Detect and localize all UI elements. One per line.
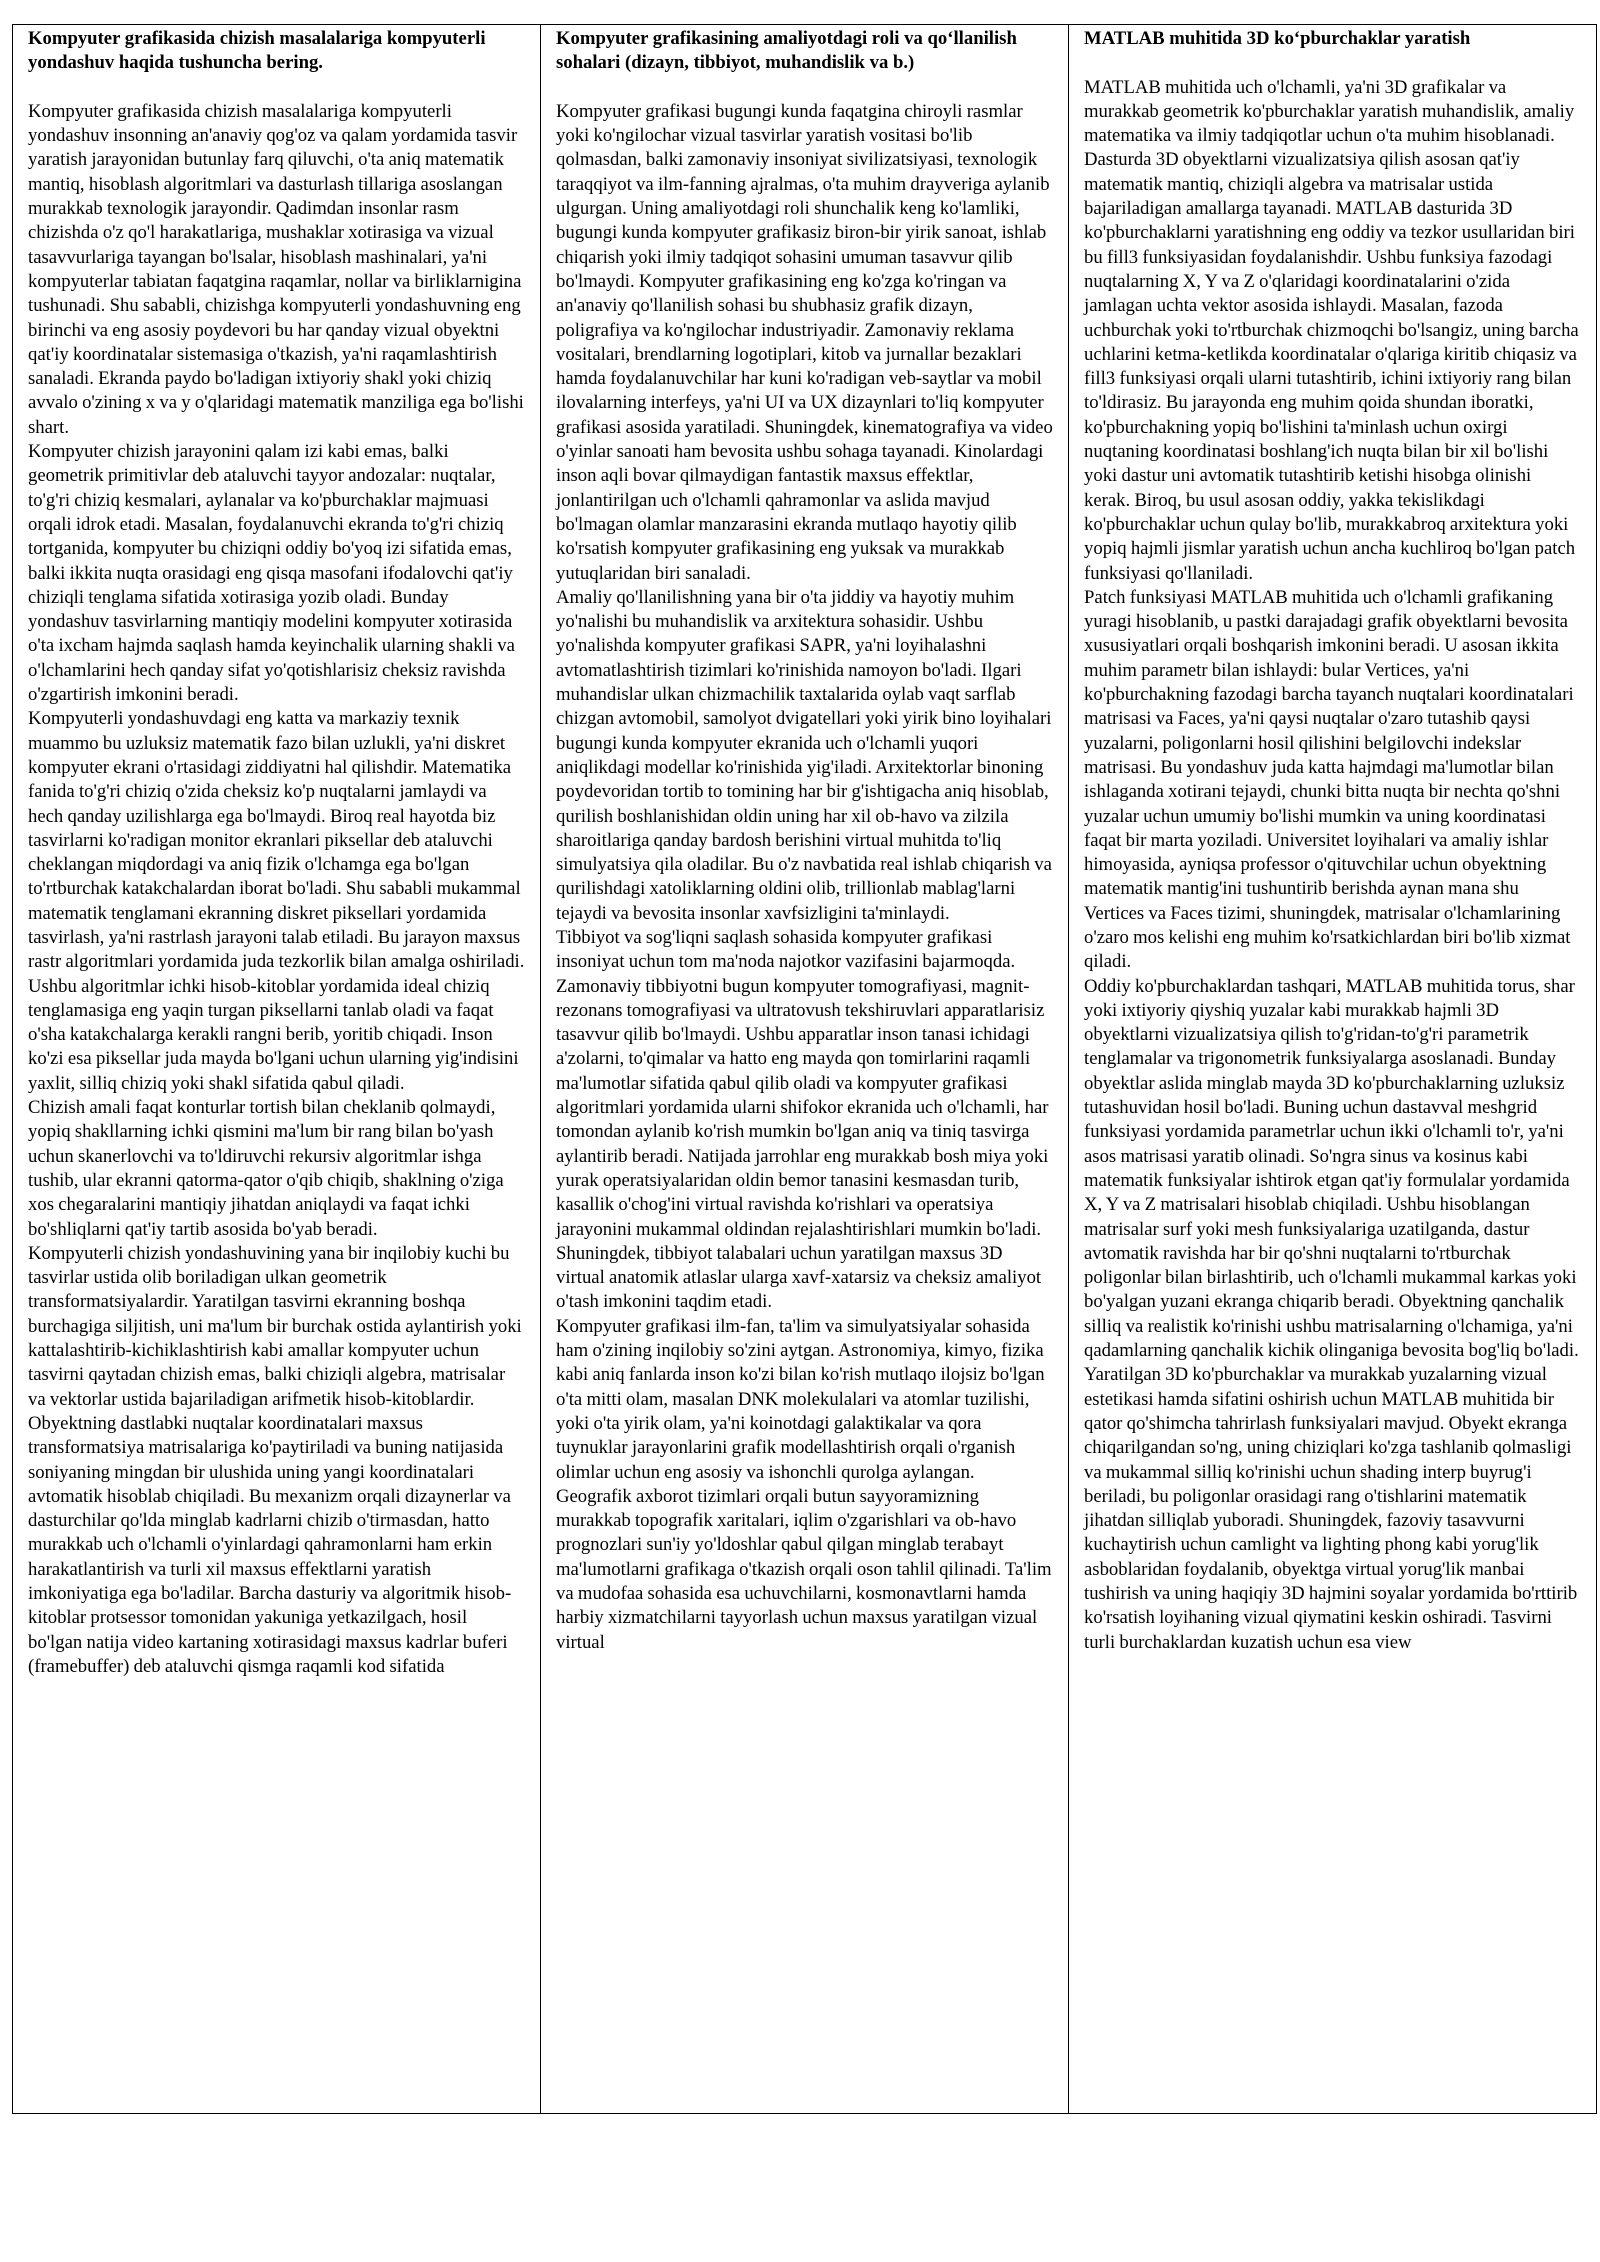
paragraph: Kompyuter grafikasida chizish masalalariga kompyuterli yondashuv insonning an'anaviy qog'oz va qalam yordamida tasvir yaratish jarayonidan butunlay farq qiluvchi, o'ta aniq matematik mantiq, hisoblash algoritmlari va dasturlash tillariga asoslangan murakkab texnologik jarayondir. Qadimdan insonlar rasm chizishda o'z qo'l harakatlariga, mushaklar xotirasiga va vizual tasavvurlariga tayangan bo'lsalar, hisoblash mashinalari, ya'ni kompyuterlar tabiatan faqatgina raqamlar, nollar va birliklarnigina tushunadi. Shu sababli, chizishga kompyuterli yondashuvning eng birinchi va eng asosiy poydevori bu har qanday vizual obyektni qat'iy koordinatalar sistemasiga o'tkazish, ya'ni raqamlashtirish sanaladi. Ekranda paydo bo'ladigan ixtiyoriy shakl yoki chiziq avvalo o'zining x va y o'qlaridagi matematik manziliga ega bo'lishi shart.: [28, 100, 524, 438]
paragraph: Oddiy ko'pburchaklardan tashqari, MATLAB muhitida torus, shar yoki ixtiyoriy qiyshiq yuzalar kabi murakkab hajmli 3D obyektlarni vizualizatsiya qilish to'g'ridan-to'g'ri parametrik tenglamalar va trigonometrik funksiyalarga asoslanadi. Bunday obyektlar aslida minglab mayda 3D ko'pburchaklarning uzluksiz tutashuvidan hosil bo'ladi. Buning uchun dastavval meshgrid funksiyasi yordamida parametrlar uchun ikki o'lchamli to'r, ya'ni asos matrisasi yaratib olinadi. So'ngra sinus va kosinus kabi matematik funksiyalar ishtirok etgan qat'iy formulalar yordamida X, Y va Z matrisalari hisoblab chiqiladi. Ushbu hisoblangan matrisalar surf yoki mesh funksiyalariga uzatilganda, dastur avtomatik ravishda har bir qo'shni nuqtalarni to'rtburchak poligonlar bilan birlashtirib, uch o'lchamli mukammal karkas yoki bo'yalgan yuzani ekranga chiqarib beradi. Obyektning qanchalik silliq va realistik ko'rinishi ushbu matrisalarning o'lchamiga, ya'ni qadamlarning qanchalik kichik olinganiga bevosita bog'liq bo'ladi.: [1084, 975, 1579, 1362]
paragraph: Amaliy qo'llanilishning yana bir o'ta jiddiy va hayotiy muhim yo'nalishi bu muhandislik va arxitektura sohasidir. Ushbu yo'nalishda kompyuter grafikasi SAPR, ya'ni loyihalashni avtomatlashtirish tizimlari ko'rinishida namoyon bo'ladi. Ilgari muhandislar ulkan chizmachilik taxtalarida oylab vaqt sarflab chizgan avtomobil, samolyot dvigatellari yoki yirik bino loyihalari bugungi kunda kompyuter ekranida uch o'lchamli yuqori aniqlikdagi modellar ko'rinishida yig'iladi. Arxitektorlar binoning poydevoridan tortib to tomining har bir g'ishtigacha aniq hisoblab, qurilish boshlanishidan oldin uning har xil ob-havo va zilzila sharoitlariga qanday bardosh berishini virtual muhitda to'liq simulyatsiya qila oladilar. Bu o'z navbatida real ishlab chiqarish va qurilishdagi xatoliklarning oldini olib, trillionlab mablag'larni tejaydi va bevosita insonlar xavfsizligini ta'minlaydi.: [556, 586, 1052, 924]
paragraph: Kompyuterli chizish yondashuvining yana bir inqilobiy kuchi bu tasvirlar ustida olib boriladigan ulkan geometrik transformatsiyalardir. Yaratilgan tasvirni ekranning boshqa burchagiga siljitish, uni ma'lum bir burchak ostida aylantirish yoki kattalashtirib-kichiklashtirish kabi amallar kompyuter uchun tasvirni qaytadan chizish emas, balki chiziqli algebra, matrisalar va vektorlar ustida bajariladigan arifmetik hisob-kitoblardir. Obyektning dastlabki nuqtalar koordinatalari maxsus transformatsiya matrisalariga ko'paytiriladi va buning natijasida soniyaning mingdan bir ulushida uning yangi koordinatalari avtomatik hisoblab chiqiladi. Bu mexanizm orqali dizaynerlar va dasturchilar qo'lda minglab kadrlarni chizib o'tirmasdan, hatto murakkab uch o'lchamli o'yinlardagi qahramonlarni ham erkin harakatlantirish va turli xil maxsus effektlarni yaratish imkoniyatiga ega bo'ladilar. Barcha dasturiy va algoritmik hisob-kitoblar protsessor tomonidan yakuniga yetkazilgach, hosil bo'lgan natija video kartaning xotirasidagi maxsus kadrlar buferi (framebuffer) deb ataluvchi qismga raqamli kod sifatida: [28, 1242, 522, 1677]
column-computer-drawing: [13, 25, 541, 2114]
paragraph: Kompyuter grafikasi ilm-fan, ta'lim va simulyatsiyalar sohasida ham o'zining inqilobiy so'zini aytgan. Astronomiya, kimyo, fizika kabi aniq fanlarda inson ko'zi bilan ko'rish mutlaqo ilojsiz bo'lgan o'ta mitti olam, masalan DNK molekulalari va atomlar tuzilishi, yoki o'ta yirik olam, ya'ni koinotdagi galaktikalar va qora tuynuklar jarayonlarini grafik modellashtirish orqali o'rganish olimlar uchun eng asosiy va ishonchli qurolga aylangan. Geografik axborot tizimlari orqali butun sayyoramizning murakkab topografik xaritalari, iqlim o'zgarishlari va ob-havo prognozlari sun'iy yo'ldoshlar qabul qilgan minglab terabayt ma'lumotlarni grafikaga o'tkazish orqali oson tahlil qilinadi. Ta'lim va mudofaa sohasida esa uchuvchilarni, kosmonavtlarni hamda harbiy xizmatchilarni tayyorlash uchun maxsus yaratilgan vizual virtual: [556, 1315, 1052, 1653]
paragraph: Kompyuter grafikasi bugungi kunda faqatgina chiroyli rasmlar yoki ko'ngilochar vizual tasvirlar yaratish vositasi bo'lib qolmasdan, balki zamonaviy insoniyat sivilizatsiyasi, texnologik taraqqiyot va ilm-fanning ajralmas, o'ta muhim drayveriga aylanib ulgurgan. Uning amaliyotdagi roli shunchalik keng ko'lamliki, bugungi kunda kompyuter grafikasiz biron-bir yirik sanoat, ishlab chiqarish yoki ilmiy tadqiqot sohasini umuman tasavvur qilib bo'lmaydi. Kompyuter grafikasining eng ko'zga ko'ringan va an'anaviy qo'llanilish sohasi bu shubhasiz grafik dizayn, poligrafiya va ko'ngilochar industriyadir. Zamonaviy reklama vositalari, brendlarning logotiplari, kitob va jurnallar bezaklari hamda foydalanuvchilar har kuni ko'radigan veb-saytlar va mobil ilovalarning interfeys, ya'ni UI va UX dizaynlari to'liq kompyuter grafikasi asosida yaratiladi. Shuningdek, kinematografiya va video o'yinlar sanoati ham bevosita ushbu sohaga tayanadi. Kinolardagi inson aqli bovar qilmaydigan fantastik maxsus effektlar, jonlantirilgan uch o'lchamli qahramonlar va aslida mavjud bo'lmagan olamlar manzarasini ekranda mutlaqo hayotiy qilib ko'rsatish kompyuter grafikasining eng yuksak va murakkab yutuqlaridan biri sanaladi.: [556, 100, 1053, 584]
column-title: Kompyuter grafikasining amaliyotdagi roli va qo‘llanilish sohalari (dizayn, tibbiyot, muhandislik va b.): [556, 28, 1017, 74]
paragraph: Kompyuter chizish jarayonini qalam izi kabi emas, balki geometrik primitivlar deb ataluvchi tayyor andozalar: nuqtalar, to'g'ri chiziq kesmalari, aylanalar va ko'pburchaklar majmuasi orqali idrok etadi. Masalan, foydalanuvchi ekranda to'g'ri chiziq tortganida, kompyuter bu chiziqni oddiy bo'yoq izi sifatida emas, balki ikkita nuqta orasidagi eng qisqa masofani ifodalovchi qat'iy chiziqli tenglama sifatida xotirasiga yozib oladi. Bunday yondashuv tasvirlarning mantiqiy modelini kompyuter xotirasida o'ta ixcham hajmda saqlash hamda keyinchalik ularning shakli va o'lchamlarini hech qanday sifat yo'qotishlarisiz cheksiz ravishda o'zgartirish imkonini beradi.: [28, 441, 515, 706]
table-row: [13, 25, 1597, 2114]
column-title: MATLAB muhitida 3D ko‘pburchaklar yaratish: [1084, 28, 1471, 49]
paragraph: Yaratilgan 3D ko'pburchaklar va murakkab yuzalarning vizual estetikasi hamda sifatini oshirish uchun MATLAB muhitida bir qator qo'shimcha tahrirlash funksiyalari mavjud. Obyekt ekranga chiqarilgandan so'ng, uning chiziqlari ko'zga tashlanib qolmasligi va mukammal silliq ko'rinishi uchun shading interp buyrug'i beriladi, bu poligonlar orasidagi rang o'tishlarini matematik jihatdan silliqlab yuboradi. Shuningdek, fazoviy tasavvurni kuchaytirish uchun camlight va lighting phong kabi yorug'lik asboblaridan foydalanib, obyektga virtual yorug'lik manbai tushirish va uning haqiqiy 3D hajmini soyalar yordamida bo'rttirib ko'rsatish loyihaning vizual qiymatini keskin oshiradi. Tasvirni turli burchaklardan kuzatish uchun esa view: [1084, 1364, 1578, 1653]
column-title: Kompyuter grafikasida chizish masalalariga kompyuterli yondashuv haqida tushuncha bering.: [28, 28, 486, 74]
paragraph: Chizish amali faqat konturlar tortish bilan cheklanib qolmaydi, yopiq shakllarning ichki qismini ma'lum bir rang bilan bo'yash uchun skanerlovchi va to'ldiruvchi rekursiv algoritmlar ishga tushib, ular ekranni qatorma-qator o'qib chiqib, shaklning o'ziga xos chegaralarini mantiqiy jihatdan aniqlaydi va faqat ichki bo'shliqlarni qat'iy tartib asosida bo'yab beradi.: [28, 1097, 504, 1240]
paragraph: MATLAB muhitida uch o'lchamli, ya'ni 3D grafikalar va murakkab geometrik ko'pburchaklar yaratish muhandislik, amaliy matematika va ilmiy tadqiqotlar uchun o'ta muhim hisoblanadi. Dasturda 3D obyektlarni vizualizatsiya qilish asosan qat'iy matematik mantiq, chiziqli algebra va matrisalar ustida bajariladigan amallarga tayanadi. MATLAB dasturida 3D ko'pburchaklarni yaratishning eng oddiy va tezkor usullaridan biri bu fill3 funksiyasidan foydalanishdir. Ushbu funksiya fazodagi nuqtalarning X, Y va Z o'qlaridagi koordinatalarini o'zida jamlagan uchta vektor asosida ishlaydi. Masalan, fazoda uchburchak yoki to'rtburchak chizmoqchi bo'lsangiz, uning barcha uchlarini ketma-ketlikda koordinatalar o'qlariga kiritib chiqasiz va fill3 funksiyasi orqali ularni tutashtirib, ichini ixtiyoriy rang bilan to'ldirasiz. Bu jarayonda eng muhim qoida shundan iboratki, ko'pburchakning yopiq bo'lishini ta'minlash uchun oxirgi nuqtaning koordinatasi boshlang'ich nuqta bilan bir xil bo'lishi yoki dastur uni avtomatik tutashtirib ketishi hisobga olinishi kerak. Biroq, bu usul asosan oddiy, yakka tekislikdagi ko'pburchaklar uchun qulay bo'lib, murakkabroq arxitektura yoki yopiq hajmli jismlar yaratish uchun ancha kuchliroq bo'lgan patch funksiyasi qo'llaniladi.: [1084, 76, 1579, 584]
column-matlab-3d: [1069, 25, 1597, 2114]
document-table: [12, 24, 1597, 2114]
paragraph: Patch funksiyasi MATLAB muhitida uch o'lchamli grafikaning yuragi hisoblanib, u pastki darajadagi grafik obyektlarni bevosita xususiyatlari orqali boshqarish imkonini beradi. U asosan ikkita muhim parametr bilan ishlaydi: bular Vertices, ya'ni ko'pburchakning fazodagi barcha tayanch nuqtalari koordinatalari matrisasi va Faces, ya'ni qaysi nuqtalar o'zaro tutashib qaysi yuzalarni, poligonlarni hosil qilishini belgilovchi indekslar matrisasi. Bu yondashuv juda katta hajmdagi ma'lumotlar bilan ishlaganda xotirani tejaydi, chunki bitta nuqta bir nechta qo'shni yuzalar uchun umumiy bo'lishi mumkin va uning koordinatasi faqat bir marta yoziladi. Universitet loyihalari va amaliy ishlar himoyasida, ayniqsa professor o'qituvchilar uchun obyektning matematik mantig'ini tushuntirib berishda aynan mana shu Vertices va Faces tizimi, shuningdek, matrisalar o'lchamlarining o'zaro mos kelishi eng muhim ko'rsatkichlardan biri bo'lib xizmat qiladi.: [1084, 586, 1574, 973]
paragraph: Tibbiyot va sog'liqni saqlash sohasida kompyuter grafikasi insoniyat uchun tom ma'noda najotkor vazifasini bajarmoqda. Zamonaviy tibbiyotni bugun kompyuter tomografiyasi, magnit-rezonans tomografiyasi va ultratovush tekshiruvlari apparatlarisiz tasavvur qilib bo'lmaydi. Ushbu apparatlar inson tanasi ichidagi a'zolarni, to'qimalar va hatto eng mayda qon tomirlarini raqamli ma'lumotlar sifatida qabul qilib oladi va kompyuter grafikasi algoritmlari yordamida ularni shifokor ekranida uch o'lchamli, har tomondan aylanib ko'rish mumkin bo'lgan aniq va tiniq tasvirga aylantirib beradi. Natijada jarrohlar eng murakkab bosh miya yoki yurak operatsiyalaridan oldin bemor tanasini kesmasdan turib, kasallik o'chog'ini virtual ravishda ko'rishlari va operatsiya jarayonini mukammal oldindan rejalashtirishlari mumkin bo'ladi. Shuningdek, tibbiyot talabalari uchun yaratilgan maxsus 3D virtual anatomik atlaslar ularga xavf-xatarsiz va cheksiz amaliyot o'tash imkonini taqdim etadi.: [556, 926, 1049, 1313]
paragraph: Kompyuterli yondashuvdagi eng katta va markaziy texnik muammo bu uzluksiz matematik fazo bilan uzlukli, ya'ni diskret kompyuter ekrani o'rtasidagi ziddiyatni hal qilishdir. Matematika fanida to'g'ri chiziq o'zida cheksiz ko'p nuqtalarni jamlaydi va hech qanday uzilishlarga ega bo'lmaydi. Biroq real hayotda biz tasvirlarni ko'radigan monitor ekranlari piksellar deb ataluvchi cheklangan miqdordagi va aniq fizik o'lchamga ega bo'lgan to'rtburchak katakchalardan iborat bo'ladi. Shu sababli mukammal matematik tenglamani ekranning diskret piksellari yordamida tasvirlash, ya'ni rastrlash jarayoni talab etiladi. Bu jarayon maxsus rastr algoritmlari yordamida juda tezkorlik bilan amalga oshiriladi. Ushbu algoritmlar ichki hisob-kitoblar yordamida ideal chiziq tenglamasiga eng yaqin turgan piksellarni tanlab oladi va faqat o'sha katakchalarga kerakli rangni berib, yoritib chiqadi. Inson ko'zi esa piksellar juda mayda bo'lgani uchun ularning yig'indisini yaxlit, silliq chiziq yoki shakl sifatida qabul qiladi.: [28, 708, 525, 1094]
column-applications: [541, 25, 1069, 2114]
